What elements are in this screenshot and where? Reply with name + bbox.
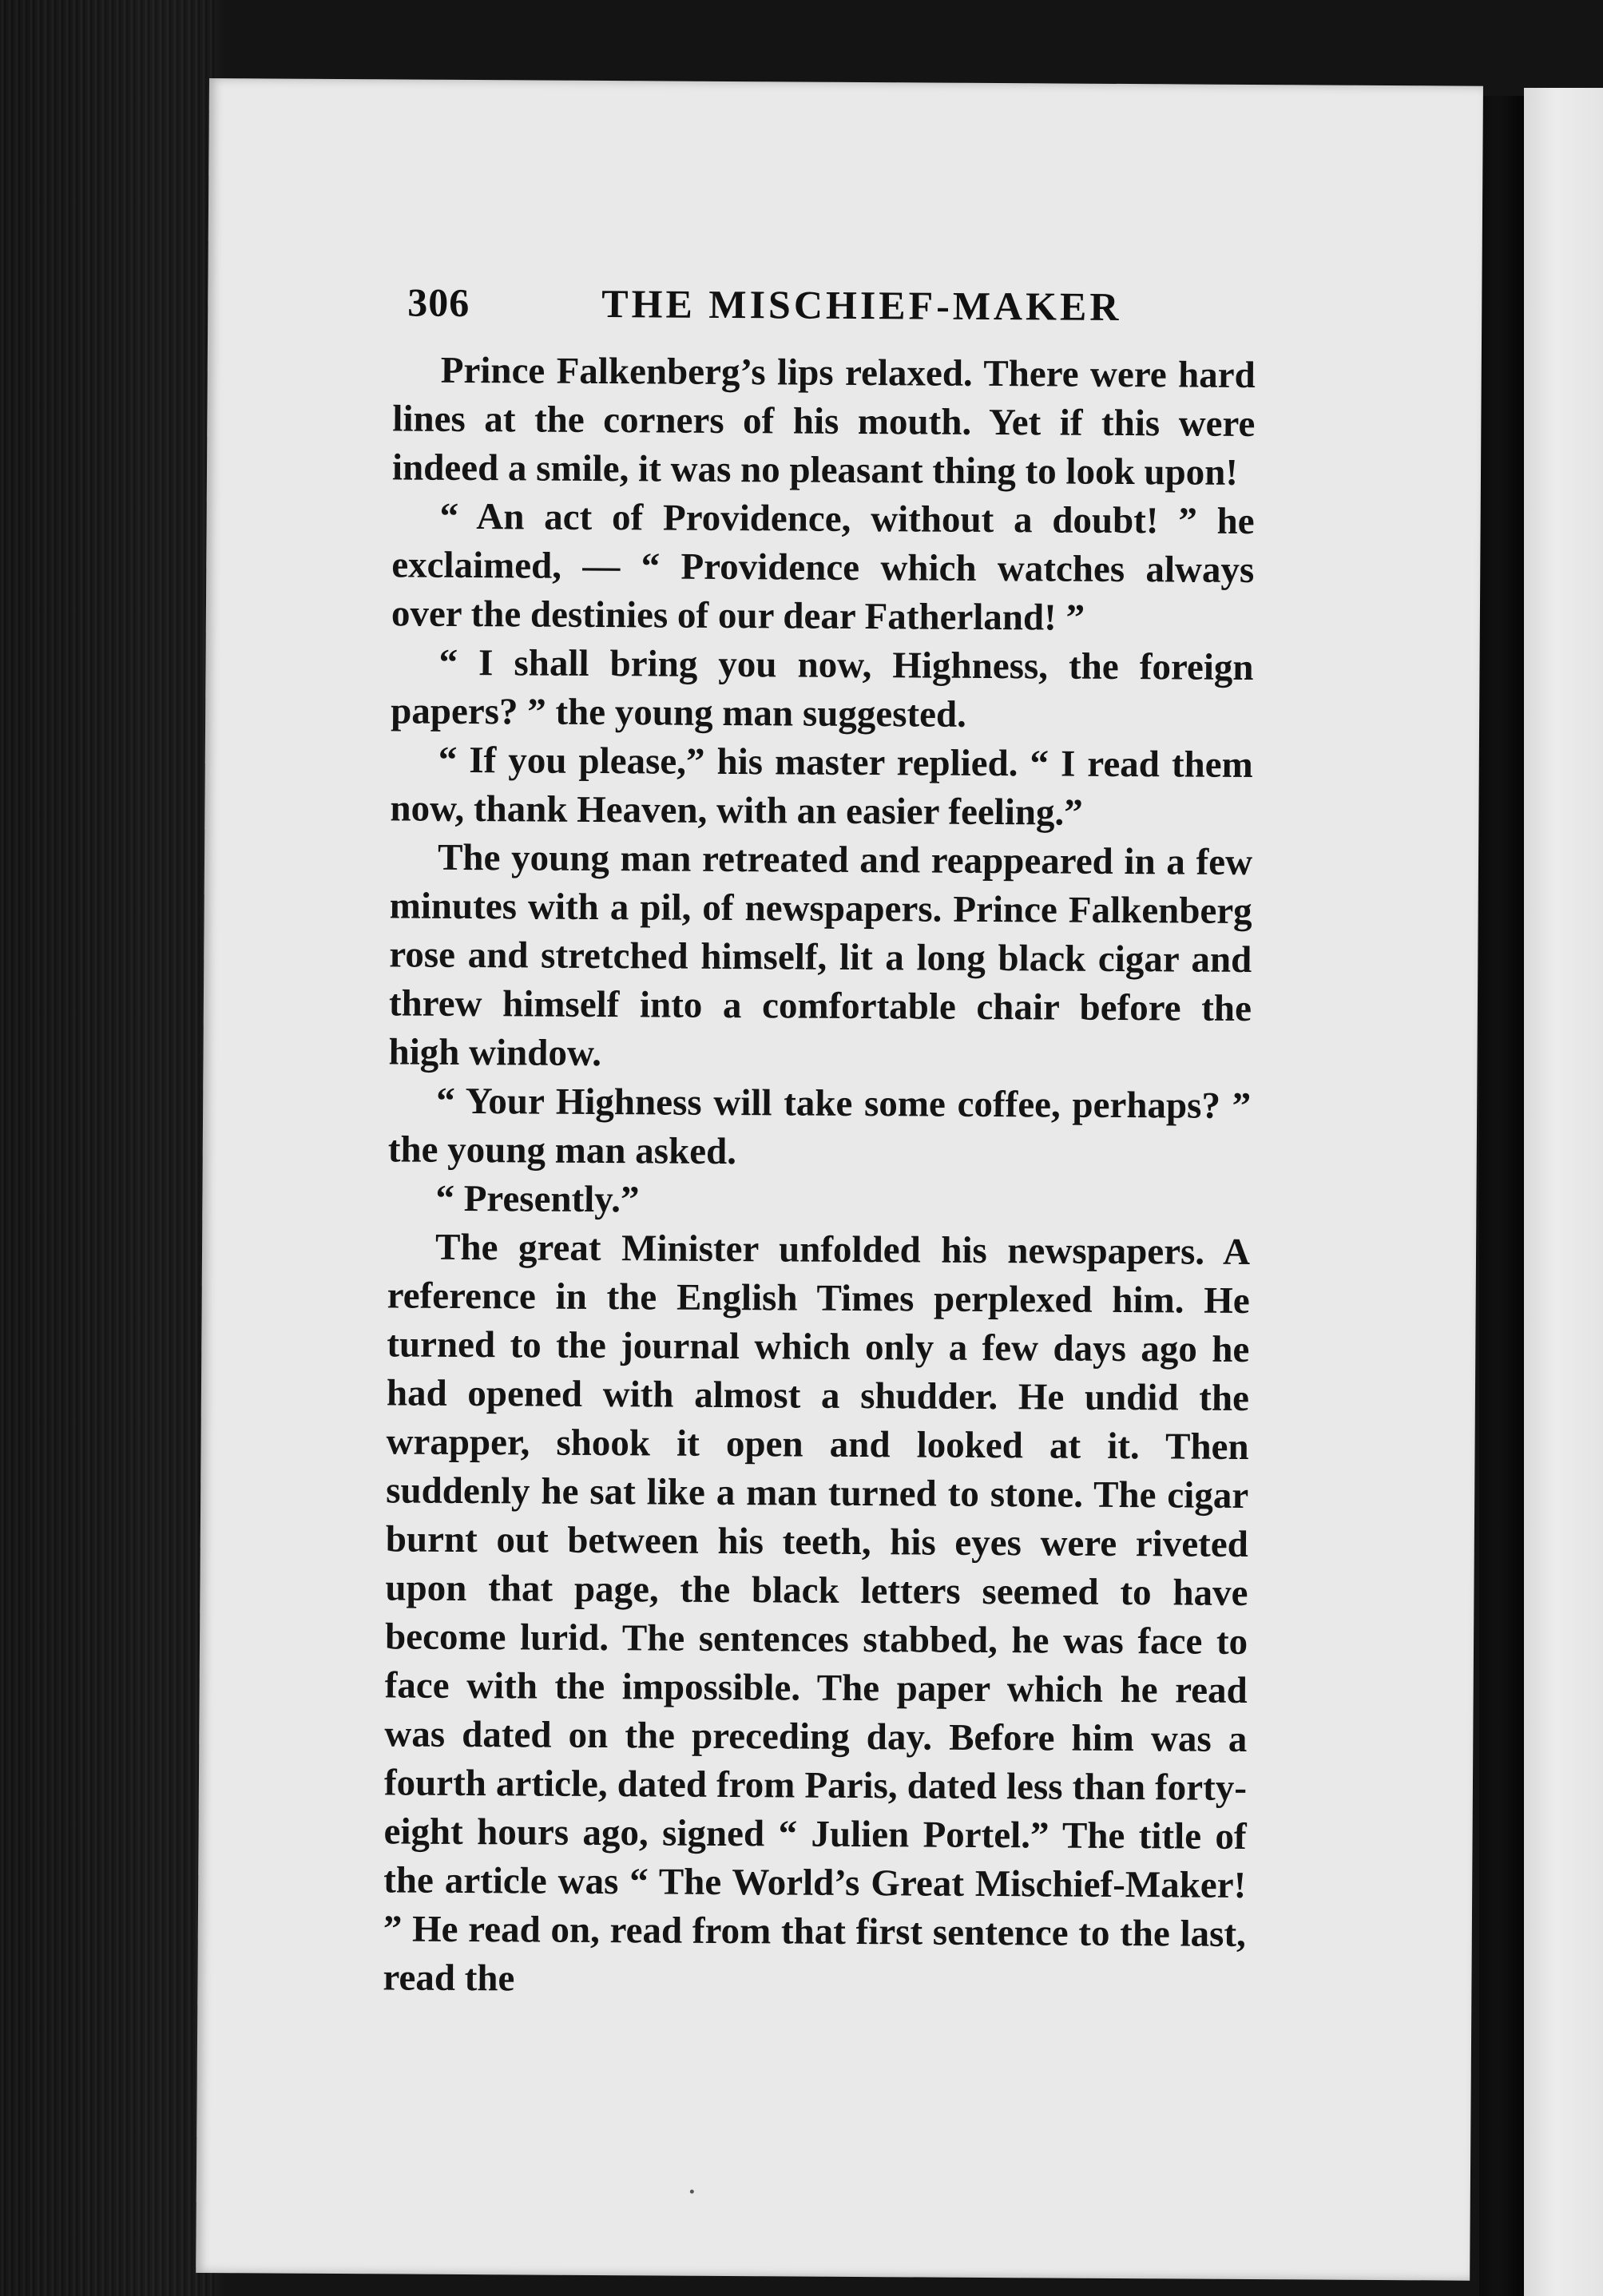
page-header: [407, 280, 1254, 329]
paragraph: “ I shall bring you now, Highness, the foreign papers? ” the young man suggested.: [391, 641, 1254, 736]
body-text: [383, 346, 1256, 2008]
paragraph: “ Presently.”: [435, 1177, 640, 1221]
book-binding-edge: [0, 0, 216, 2296]
page-gutter-shadow: [1479, 96, 1526, 2296]
running-title: THE MISCHIEF-MAKER: [601, 281, 1122, 329]
paragraph: The great Minister unfolded his newspapers. A reference in the English Times perplexed him. He turned to the journal which only a few days ago he had opened with almost a shudder. He undid the wrapper, shook it open and looked at it. Then suddenly he sat like a man turned to stone. The cigar burnt out between his teeth, his eyes were riveted upon that page, the black letters seemed to have become lurid. The sentences stabbed, he was face to face with the impossible. The paper which he read was dated on the preceding day. Before him was a fourth article, dated from Paris, dated less than forty-eight hours ago, signed “ Julien Portel.” The title of the article was “ The World’s Great Mischief-Maker! ” He read on, read from that first sentence to the last, read the: [383, 1226, 1251, 2000]
page-number: 306: [407, 280, 470, 325]
book-page: [196, 78, 1483, 2281]
paragraph: “ Your Highness will take some coffee, perhaps? ” the young man asked.: [387, 1080, 1252, 1173]
paragraph: “ An act of Providence, without a doubt! ” he exclaimed, — “ Providence which watches always over the destinies of our dear Fatherland! ”: [391, 495, 1255, 639]
paragraph: Prince Falkenberg’s lips relaxed. There were hard lines at the corners of his mouth. Yet if this were indeed a smile, it was no pleasant thing to look upon!: [391, 349, 1256, 494]
ink-speck: [690, 2190, 694, 2194]
paragraph: “ If you please,” his master replied. “ I read them now, thank Heaven, with an easier feeling.”: [390, 739, 1253, 834]
adjacent-page-strip: [1524, 88, 1603, 2296]
paragraph: The young man retreated and reappeared in a few minutes with a pil, of newspapers. Prince Falkenberg rose and stretched himself, lit a long black cigar and threw himself into a comfortable chair before the high window.: [388, 836, 1253, 1075]
